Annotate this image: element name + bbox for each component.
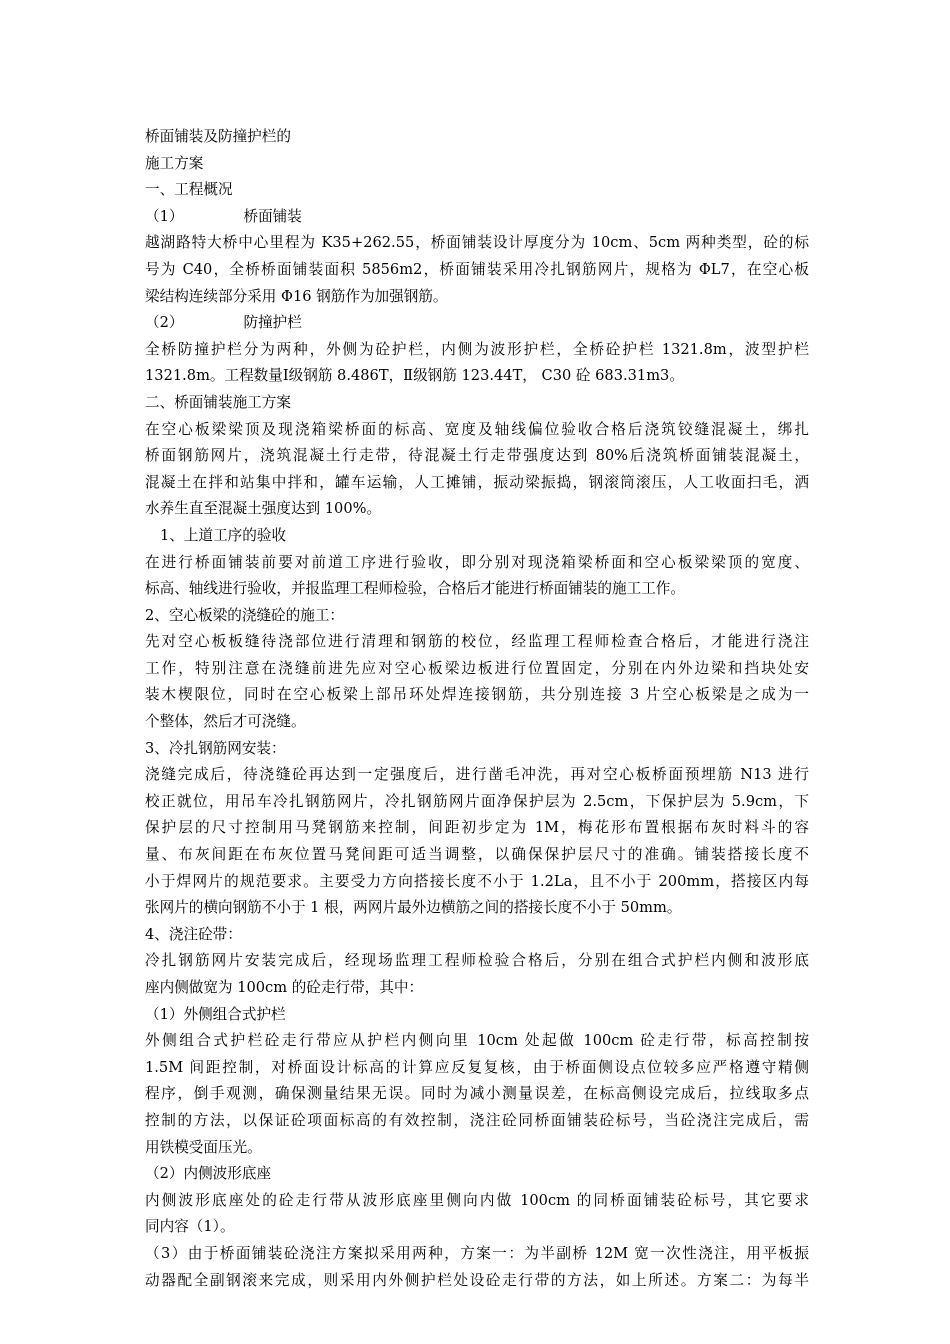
paragraph-line: 内侧波形底座处的砼走行带从波形底座里侧向内做 100cm 的同桥面铺装砼标号，其它要求 bbox=[145, 1191, 809, 1209]
paragraph-line: 控制的方法，以保证砼项面标高的有效控制，浇注砼同桥面铺装砼标号，当砼浇注完成后，需 bbox=[145, 1111, 809, 1129]
document-body bbox=[145, 124, 809, 1294]
paragraph-line: （3）由于桥面铺装砼浇注方案拟采用两种，方案一：为半副桥 12M 宽一次性浇注，用平板振 bbox=[145, 1244, 809, 1262]
paragraph-line: 标高、轴线进行验收，并报监理工程师检验，合格后才能进行桥面铺装的施工工作。 bbox=[145, 580, 685, 598]
paragraph-line: 浇缝完成后，待浇缝砼再达到一定强度后，进行凿毛冲洗，再对空心板桥面预埋筋 N13 进行 bbox=[145, 766, 809, 784]
paragraph-line: 装木楔限位，同时在空心板梁上部吊环处焊连接钢筋，共分别连接 3 片空心板梁是之成为一 bbox=[145, 686, 809, 704]
subsection-2-number: （2） bbox=[145, 314, 184, 332]
paragraph-line: 在空心板梁梁顶及现浇箱梁桥面的标高、宽度及轴线偏位验收合格后浇筑铰缝混凝土，绑扎 bbox=[145, 420, 809, 438]
item-3-heading: 3、冷扎钢筋网安装： bbox=[145, 739, 286, 757]
paragraph-line: 动器配全副钢滚来完成，则采用内外侧护栏处设砼走行带的方法，如上所述。方案二：为每半 bbox=[145, 1271, 809, 1289]
doc-title-line-1: 桥面铺装及防撞护栏的 bbox=[145, 128, 291, 145]
item-4-heading: 4、浇注砼带： bbox=[145, 925, 242, 943]
subsection-1-heading bbox=[145, 204, 809, 231]
paragraph-line: 保护层的尺寸控制用马凳钢筋来控制，间距初步定为 1M，梅花形布置根据布灰时料斗的容 bbox=[145, 819, 809, 837]
paragraph-line: 桥面钢筋网片，浇筑混凝土行走带，待混凝土行走带强度达到 80%后浇筑桥面铺装混凝土， bbox=[145, 447, 809, 465]
paragraph-line: 1321.8m。工程数量Ⅰ级钢筋 8.486T，Ⅱ级钢筋 123.44T， C30 砼 683.31m3。 bbox=[145, 367, 684, 385]
subsection-2-title: 防撞护栏 bbox=[243, 314, 302, 332]
paragraph-line: 全桥防撞护栏分为两种，外侧为砼护栏，内侧为波形护栏，全桥砼护栏 1321.8m，波型护栏 bbox=[145, 340, 809, 358]
paragraph-line: 外侧组合式护栏砼走行带应从护栏内侧向里 10cm 处起做 100cm 砼走行带，标高控制按 bbox=[145, 1032, 809, 1050]
paragraph-line: 个整体，然后才可浇缝。 bbox=[145, 713, 306, 731]
section-2-heading: 二、桥面铺装施工方案 bbox=[145, 393, 291, 411]
paragraph-line: 用铁模受面压光。 bbox=[145, 1138, 262, 1156]
paragraph-line: 校正就位，用吊车冷扎钢筋网片，冷扎钢筋网片面净保护层为 2.5cm，下保护层为 5.9cm，下 bbox=[145, 792, 809, 810]
paragraph-line: 水养生直至混凝土强度达到 100%。 bbox=[145, 500, 382, 518]
subsection-1-title: 桥面铺装 bbox=[243, 207, 302, 225]
paragraph-line: 同内容（1）。 bbox=[145, 1218, 235, 1236]
paragraph-line: 量、布灰间距在布灰位置马凳间距可适当调整，以确保保护层尺寸的准确。铺装搭接长度不 bbox=[145, 846, 809, 864]
doc-title-line-2: 施工方案 bbox=[145, 154, 204, 172]
paragraph-line: 工作，特别注意在浇缝前进先应对空心板梁边板进行位置固定，分别在内外边梁和挡块处安 bbox=[145, 659, 809, 677]
paragraph-line: 梁结构连续部分采用 Φ16 钢筋作为加强钢筋。 bbox=[145, 287, 448, 305]
subsection-2-heading bbox=[145, 310, 809, 337]
paragraph-line: 1.5M 间距控制，对桥面设计标高的计算应反复复核，由于桥面侧设点位较多应严格遵守精侧 bbox=[145, 1058, 809, 1076]
subitem-4-1-heading: （1）外侧组合式护栏 bbox=[145, 1005, 286, 1023]
paragraph-line: 小于焊网片的规范要求。主要受力方向搭接长度不小于 1.2La，且不小于 200mm，搭接区内每 bbox=[145, 872, 809, 890]
section-1-heading: 一、工程概况 bbox=[145, 181, 233, 199]
paragraph-line: 座内侧做宽为 100cm 的砼走行带，其中： bbox=[145, 979, 424, 996]
subsection-1-number: （1） bbox=[145, 207, 184, 225]
paragraph-line: 越湖路特大桥中心里程为 K35+262.55，桥面铺装设计厚度分为 10cm、5cm 两种类型，砼的标 bbox=[145, 234, 809, 252]
subitem-4-2-heading: （2）内侧波形底座 bbox=[145, 1165, 272, 1183]
paragraph-line: 混凝土在拌和站集中拌和，罐车运输，人工摊铺，振动梁振捣，钢滚筒滚压，人工收面扫毛，洒 bbox=[145, 473, 809, 491]
paragraph-line: 张网片的横向钢筋不小于 1 根，两网片最外边横筋之间的搭接长度不小于 50mm。 bbox=[145, 899, 682, 917]
item-1-heading: 1、上道工序的验收 bbox=[160, 526, 287, 544]
item-2-heading: 2、空心板梁的浇缝砼的施工： bbox=[145, 606, 345, 624]
paragraph-line: 先对空心板板缝待浇部位进行清理和钢筋的校位，经监理工程师检查合格后，才能进行浇注 bbox=[145, 633, 809, 651]
paragraph-line: 在进行桥面铺装前要对前道工序进行验收，即分别对现浇箱梁桥面和空心板梁梁顶的宽度、 bbox=[145, 553, 809, 571]
paragraph-line: 冷扎钢筋网片安装完成后，经现场监理工程师检验合格后，分别在组合式护栏内侧和波形底 bbox=[145, 952, 809, 970]
paragraph-line: 号为 C40，全桥桥面铺装面积 5856m2，桥面铺装采用冷扎钢筋网片，规格为 ΦL7，在空心板 bbox=[145, 260, 809, 278]
paragraph-line: 程序，倒手观测，确保测量结果无误。同时为减小测量误差，在标高侧设完成后，拉线取多点 bbox=[145, 1085, 809, 1103]
